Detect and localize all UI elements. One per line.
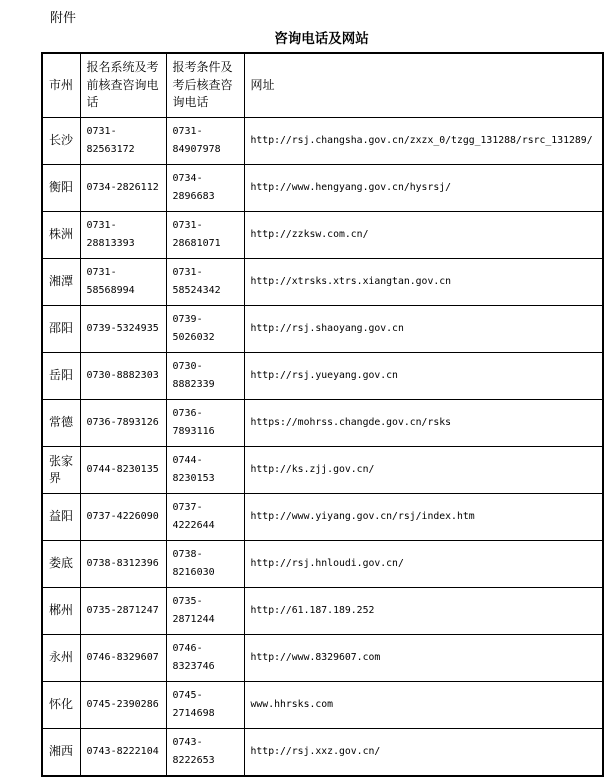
url-cell: http://rsj.xxz.gov.cn/ [244, 729, 603, 777]
table-row [42, 118, 603, 165]
phone-post-cell: 0739-5026032 [166, 306, 244, 353]
table-row [42, 259, 603, 306]
phone-post-cell: 0738-8216030 [166, 541, 244, 588]
phone-pre-cell: 0731-28813393 [80, 212, 166, 259]
city-cell: 永州 [42, 635, 80, 682]
table-row [42, 494, 603, 541]
phone-post-cell: 0744-8230153 [166, 447, 244, 494]
col-header-post-exam-phone: 报考条件及考后核查咨询电话 [166, 53, 244, 118]
city-cell: 湘西 [42, 729, 80, 777]
consultation-table [41, 52, 604, 777]
phone-post-cell: 0731-58524342 [166, 259, 244, 306]
phone-post-cell: 0731-28681071 [166, 212, 244, 259]
phone-pre-cell: 0743-8222104 [80, 729, 166, 777]
city-cell: 湘潭 [42, 259, 80, 306]
city-cell: 岳阳 [42, 353, 80, 400]
phone-post-cell: 0734-2896683 [166, 165, 244, 212]
phone-pre-cell: 0739-5324935 [80, 306, 166, 353]
phone-post-cell: 0735-2871244 [166, 588, 244, 635]
table-row [42, 353, 603, 400]
phone-pre-cell: 0745-2390286 [80, 682, 166, 729]
city-cell: 怀化 [42, 682, 80, 729]
url-cell: http://xtrsks.xtrs.xiangtan.gov.cn [244, 259, 603, 306]
phone-post-cell: 0731-84907978 [166, 118, 244, 165]
city-cell: 张家界 [42, 447, 80, 494]
phone-pre-cell: 0731-82563172 [80, 118, 166, 165]
table-row [42, 212, 603, 259]
phone-pre-cell: 0730-8882303 [80, 353, 166, 400]
phone-pre-cell: 0746-8329607 [80, 635, 166, 682]
city-cell: 邵阳 [42, 306, 80, 353]
city-cell: 常德 [42, 400, 80, 447]
phone-pre-cell: 0734-2826112 [80, 165, 166, 212]
url-cell: http://rsj.changsha.gov.cn/zxzx_0/tzgg_131288/rsrc_131289/ [244, 118, 603, 165]
table-row [42, 447, 603, 494]
city-cell: 长沙 [42, 118, 80, 165]
table-header-row [42, 53, 603, 118]
table-row [42, 588, 603, 635]
url-cell: http://rsj.shaoyang.gov.cn [244, 306, 603, 353]
url-cell: http://rsj.hnloudi.gov.cn/ [244, 541, 603, 588]
phone-post-cell: 0736-7893116 [166, 400, 244, 447]
city-cell: 株洲 [42, 212, 80, 259]
url-cell: https://mohrss.changde.gov.cn/rsks [244, 400, 603, 447]
url-cell: http://www.8329607.com [244, 635, 603, 682]
phone-pre-cell: 0736-7893126 [80, 400, 166, 447]
city-cell: 娄底 [42, 541, 80, 588]
table-row [42, 541, 603, 588]
phone-pre-cell: 0737-4226090 [80, 494, 166, 541]
phone-pre-cell: 0744-8230135 [80, 447, 166, 494]
table-row [42, 165, 603, 212]
url-cell: http://61.187.189.252 [244, 588, 603, 635]
url-cell: http://www.hengyang.gov.cn/hysrsj/ [244, 165, 603, 212]
col-header-url: 网址 [244, 53, 603, 118]
phone-pre-cell: 0735-2871247 [80, 588, 166, 635]
col-header-pre-exam-phone: 报名系统及考前核查咨询电话 [80, 53, 166, 118]
url-cell: www.hhrsks.com [244, 682, 603, 729]
url-cell: http://www.yiyang.gov.cn/rsj/index.htm [244, 494, 603, 541]
phone-post-cell: 0730-8882339 [166, 353, 244, 400]
page-title: 咨询电话及网站 [274, 31, 369, 47]
table-row [42, 400, 603, 447]
url-cell: http://rsj.yueyang.gov.cn [244, 353, 603, 400]
city-cell: 衡阳 [42, 165, 80, 212]
city-cell: 益阳 [42, 494, 80, 541]
url-cell: http://ks.zjj.gov.cn/ [244, 447, 603, 494]
phone-post-cell: 0743-8222653 [166, 729, 244, 777]
table-row [42, 306, 603, 353]
table-row [42, 729, 603, 777]
phone-post-cell: 0746-8323746 [166, 635, 244, 682]
phone-post-cell: 0737-4222644 [166, 494, 244, 541]
table-row [42, 682, 603, 729]
phone-pre-cell: 0738-8312396 [80, 541, 166, 588]
phone-pre-cell: 0731-58568994 [80, 259, 166, 306]
attachment-label: 附件 [50, 11, 77, 26]
table-row [42, 635, 603, 682]
city-cell: 郴州 [42, 588, 80, 635]
url-cell: http://zzksw.com.cn/ [244, 212, 603, 259]
phone-post-cell: 0745-2714698 [166, 682, 244, 729]
col-header-city: 市州 [42, 53, 80, 118]
